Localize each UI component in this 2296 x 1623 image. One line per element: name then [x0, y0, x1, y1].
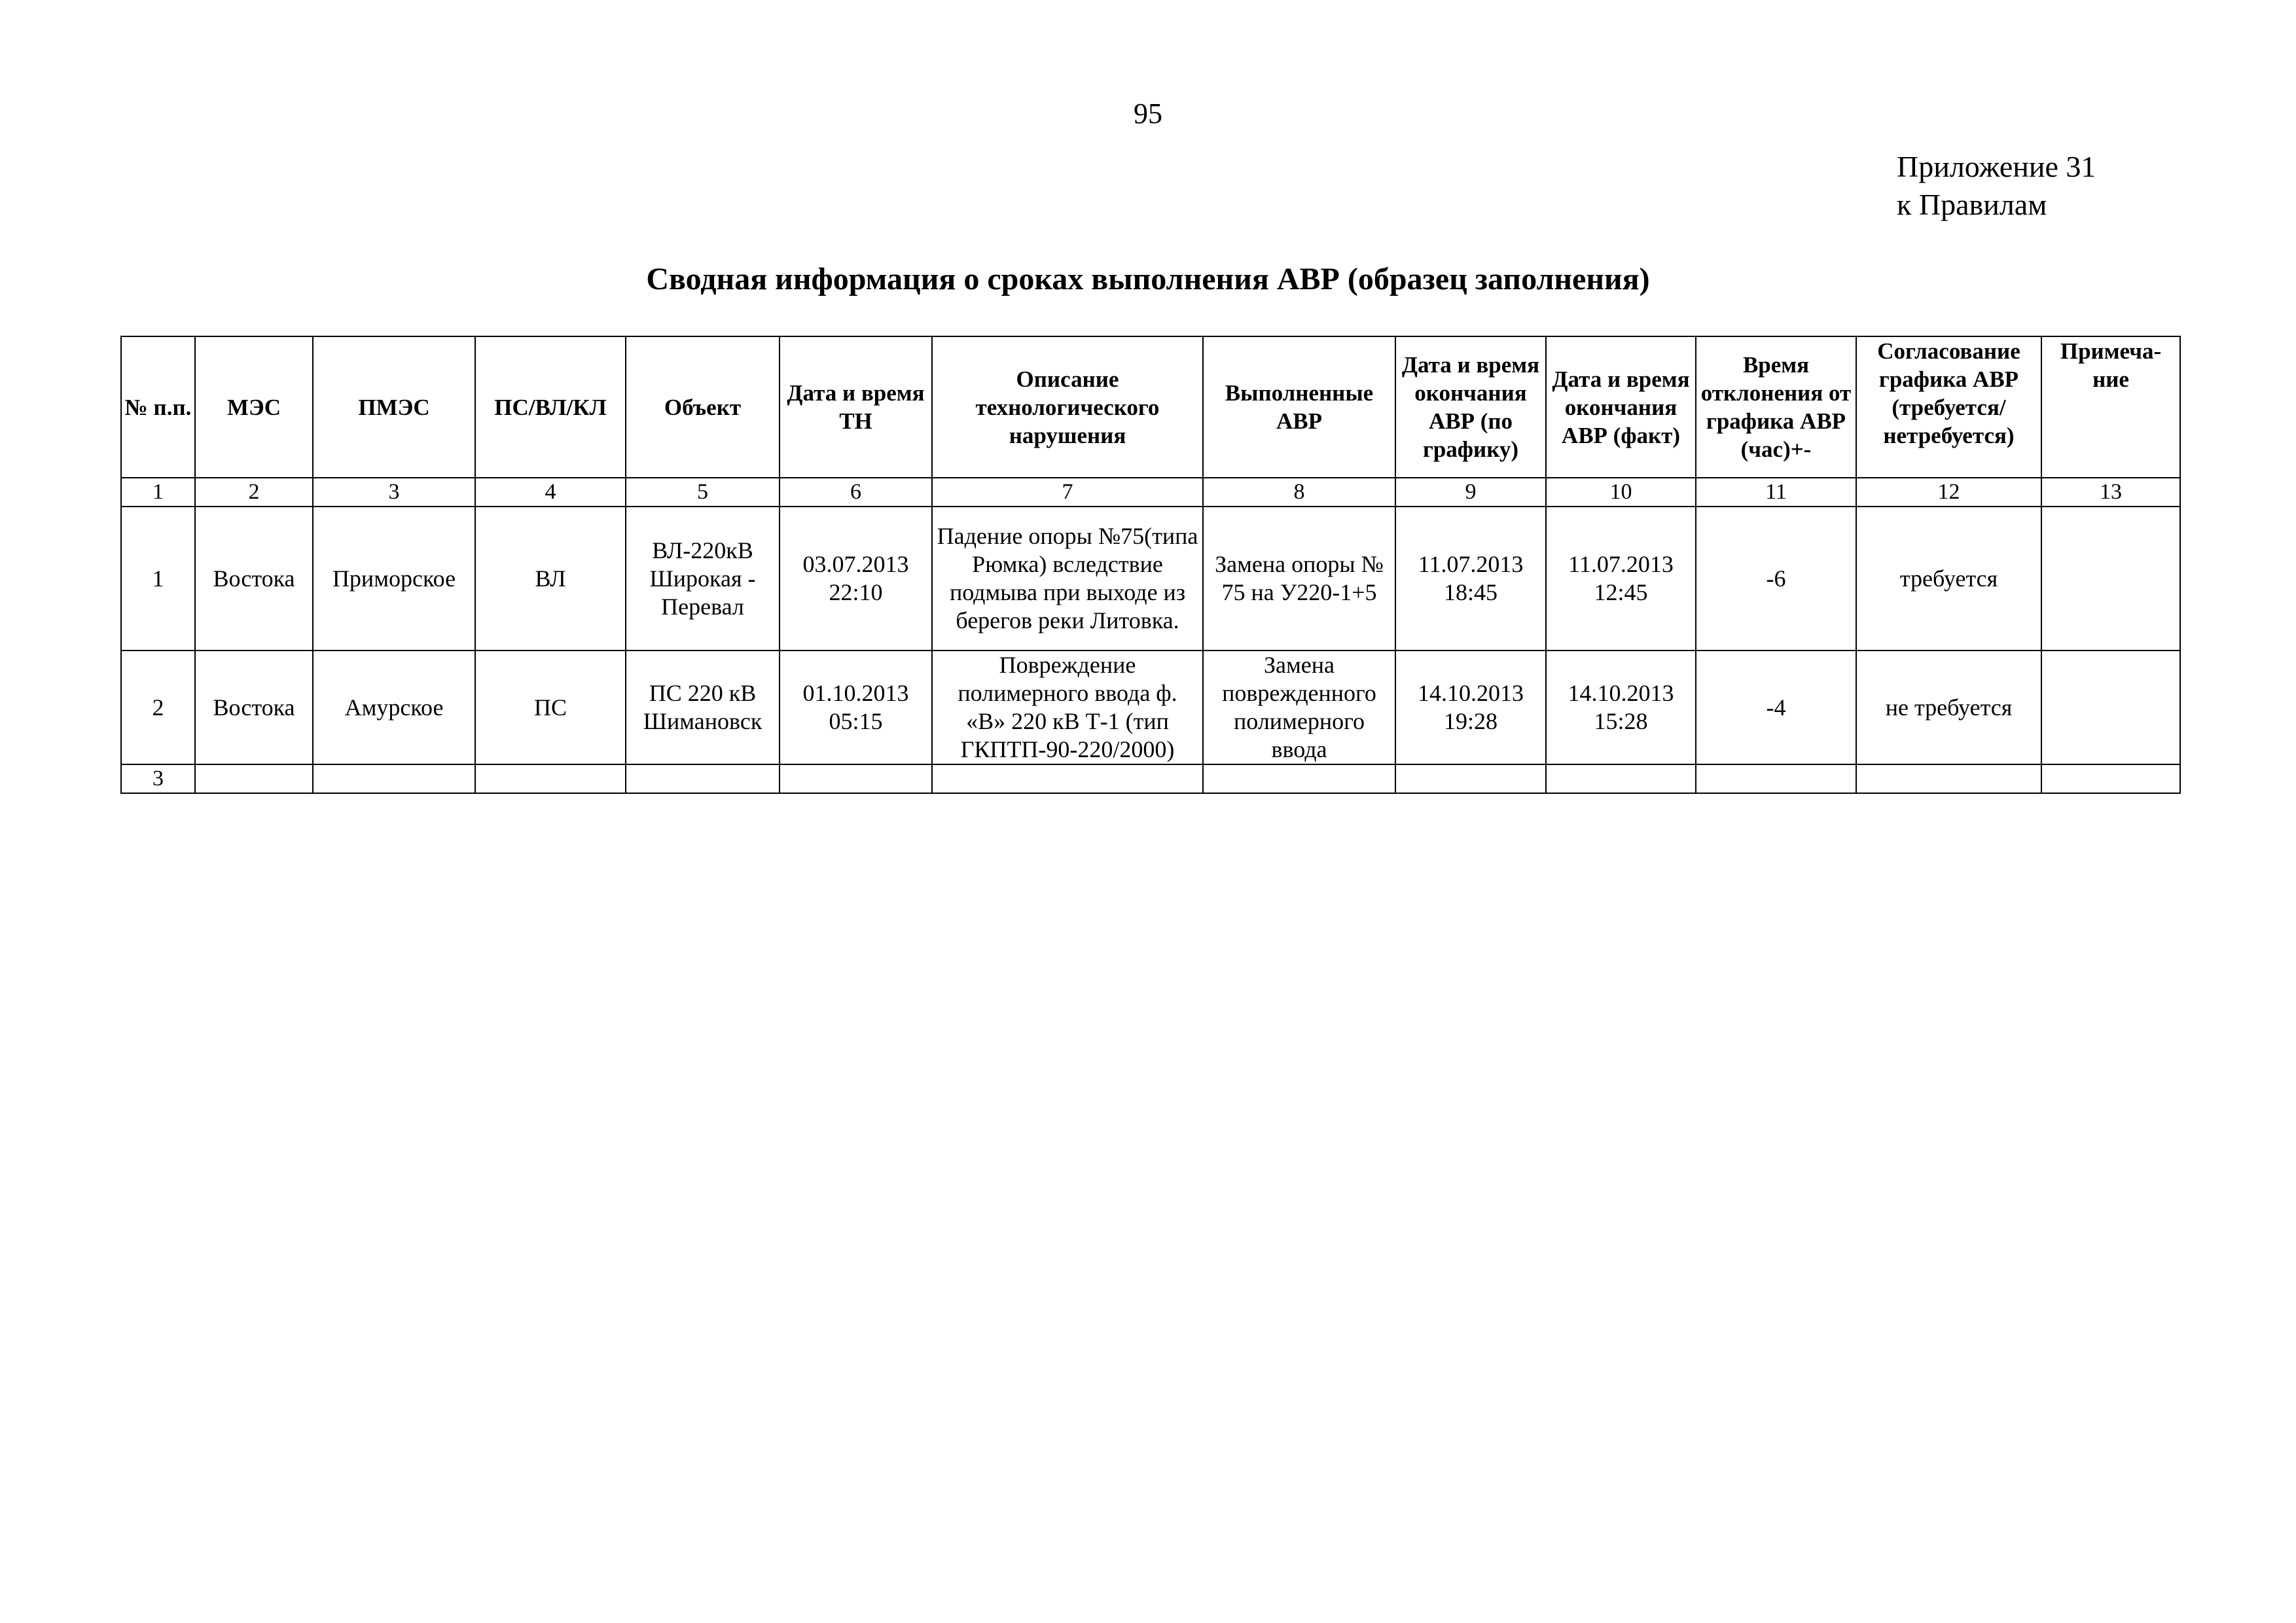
- cell-type: ПС: [475, 651, 626, 764]
- column-number: 11: [1696, 478, 1856, 507]
- cell-type: [475, 764, 626, 793]
- cell-end-fact: 11.07.2013 12:45: [1546, 507, 1696, 651]
- column-number: 12: [1856, 478, 2041, 507]
- cell-object: ПС 220 кВ Шимановск: [626, 651, 780, 764]
- cell-mes: Востока: [195, 651, 313, 764]
- header-cell-type: ПС/ВЛ/КЛ: [475, 336, 626, 478]
- header-cell-pmes: ПМЭС: [313, 336, 475, 478]
- column-number: 4: [475, 478, 626, 507]
- cell-deviation: -4: [1696, 651, 1856, 764]
- header-cell-number: № п.п.: [121, 336, 195, 478]
- cell-date-tn: 01.10.2013 05:15: [780, 651, 932, 764]
- header-cell-works: Выполненные АВР: [1203, 336, 1395, 478]
- header-cell-mes: МЭС: [195, 336, 313, 478]
- cell-number: 2: [121, 651, 195, 764]
- column-number: 13: [2041, 478, 2180, 507]
- cell-date-tn: 03.07.2013 22:10: [780, 507, 932, 651]
- cell-description: Повреждение полимерного ввода ф. «В» 220 кВ Т-1 (тип ГКПТП-90-220/2000): [932, 651, 1203, 764]
- table-row: [121, 507, 2180, 651]
- column-number: 7: [932, 478, 1203, 507]
- header-cell-object: Объект: [626, 336, 780, 478]
- header-cell-approval: Согласование графика АВР (требуется/ нетребуется): [1856, 336, 2041, 478]
- column-number: 8: [1203, 478, 1395, 507]
- column-number: 1: [121, 478, 195, 507]
- table-row: [121, 764, 2180, 793]
- cell-works: Замена поврежденного полимерного ввода: [1203, 651, 1395, 764]
- appendix-reference: [1897, 148, 2096, 224]
- cell-mes: [195, 764, 313, 793]
- cell-approval: не требуется: [1856, 651, 2041, 764]
- cell-deviation: -6: [1696, 507, 1856, 651]
- cell-mes: Востока: [195, 507, 313, 651]
- cell-object: ВЛ-220кВ Широкая - Перевал: [626, 507, 780, 651]
- table-header-row: [121, 336, 2180, 478]
- header-cell-deviation: Время отклонения от графика АВР (час)+-: [1696, 336, 1856, 478]
- cell-deviation: [1696, 764, 1856, 793]
- cell-pmes: Приморское: [313, 507, 475, 651]
- summary-table: [120, 336, 2181, 794]
- cell-approval: требуется: [1856, 507, 2041, 651]
- cell-end-fact: [1546, 764, 1696, 793]
- cell-type: ВЛ: [475, 507, 626, 651]
- column-number: 10: [1546, 478, 1696, 507]
- header-cell-end-fact: Дата и время окончания АВР (факт): [1546, 336, 1696, 478]
- cell-works: [1203, 764, 1395, 793]
- cell-note: [2041, 651, 2180, 764]
- cell-description: [932, 764, 1203, 793]
- column-number: 6: [780, 478, 932, 507]
- cell-works: Замена опоры № 75 на У220-1+5: [1203, 507, 1395, 651]
- table-row: [121, 651, 2180, 764]
- cell-end-plan: 14.10.2013 19:28: [1395, 651, 1546, 764]
- column-number: 3: [313, 478, 475, 507]
- cell-number: 1: [121, 507, 195, 651]
- cell-end-plan: [1395, 764, 1546, 793]
- document-title: Сводная информация о сроках выполнения АВР (образец заполнения): [646, 262, 1650, 296]
- cell-note: [2041, 764, 2180, 793]
- appendix-line-2: к Правилам: [1897, 188, 2047, 221]
- column-number-row: [121, 478, 2180, 507]
- cell-description: Падение опоры №75(типа Рюмка) вследствие подмыва при выходе из берегов реки Литовка.: [932, 507, 1203, 651]
- cell-pmes: [313, 764, 475, 793]
- cell-pmes: Амурское: [313, 651, 475, 764]
- column-number: 5: [626, 478, 780, 507]
- cell-note: [2041, 507, 2180, 651]
- header-cell-date-tn: Дата и время ТН: [780, 336, 932, 478]
- cell-end-plan: 11.07.2013 18:45: [1395, 507, 1546, 651]
- header-cell-description: Описание технологического нарушения: [932, 336, 1203, 478]
- cell-object: [626, 764, 780, 793]
- cell-date-tn: [780, 764, 932, 793]
- header-cell-note: Примеча-ние: [2041, 336, 2180, 478]
- cell-end-fact: 14.10.2013 15:28: [1546, 651, 1696, 764]
- header-cell-end-plan: Дата и время окончания АВР (по графику): [1395, 336, 1546, 478]
- cell-number: 3: [121, 764, 195, 793]
- appendix-line-1: Приложение 31: [1897, 150, 2096, 183]
- column-number: 2: [195, 478, 313, 507]
- cell-approval: [1856, 764, 2041, 793]
- page-number: 95: [1134, 98, 1162, 130]
- column-number: 9: [1395, 478, 1546, 507]
